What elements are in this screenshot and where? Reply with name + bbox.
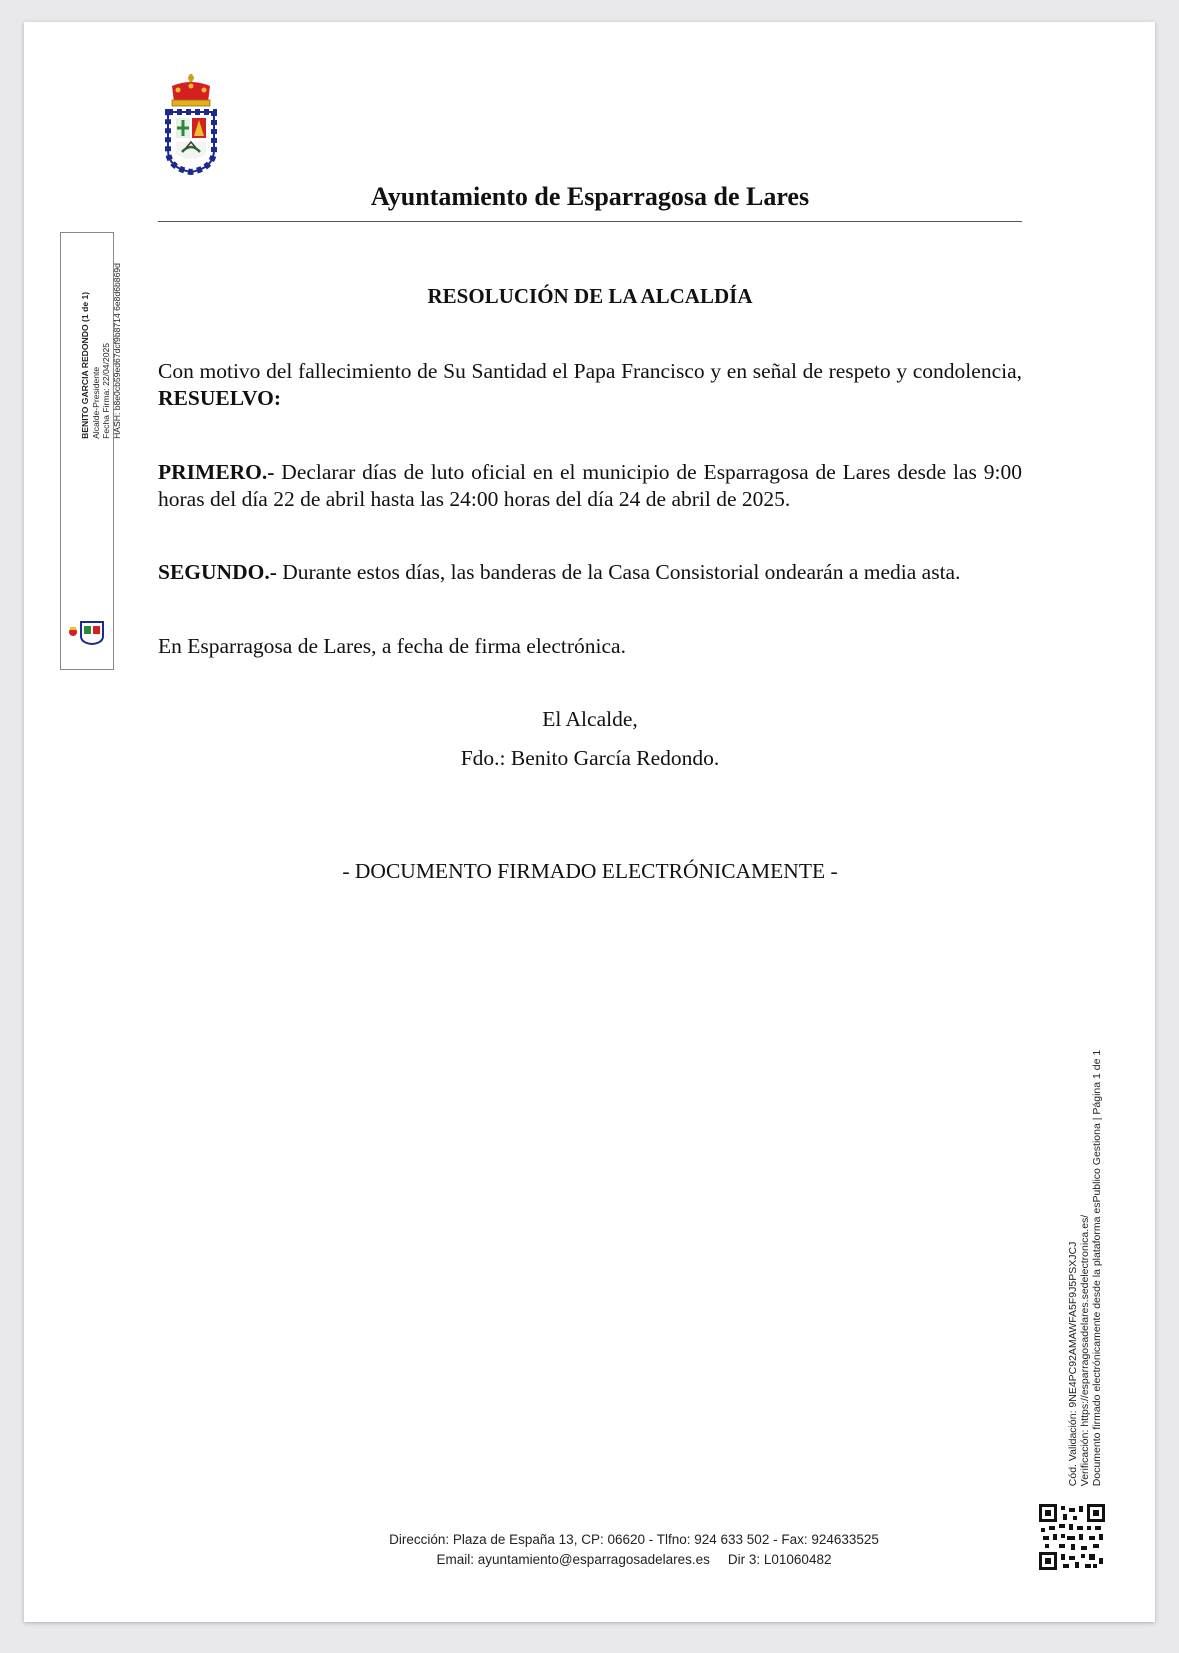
footer-address: Dirección: Plaza de España 13, CP: 06620 - Tlfno: 924 633 502 - Fax: 924633525	[389, 1532, 879, 1547]
signature-panel	[60, 232, 122, 670]
signoff-name: Fdo.: Benito García Redondo.	[460, 746, 720, 770]
footer-contact	[204, 1550, 1064, 1570]
signature-date: Fecha Firma: 22/04/2025	[101, 342, 111, 439]
segundo-paragraph: SEGUNDO.- Durante estos días, las banderas de la Casa Consistorial ondearán a media asta.	[158, 560, 961, 584]
footer-email[interactable]: Email: ayuntamiento@esparragosadelares.es	[436, 1552, 710, 1567]
municipality-title: Ayuntamiento de Esparragosa de Lares	[370, 182, 810, 211]
footer-dir3: Dir 3: L01060482	[727, 1552, 832, 1567]
intro-paragraph: Con motivo del fallecimiento de Su Santidad el Papa Francisco y en señal de respeto y condolencia, RESUELVO:	[158, 359, 1022, 410]
header-rule	[158, 221, 1022, 222]
platform-note: Documento firmado electrónicamente desde la plataforma esPublico Gestiona | Página 1 de 1	[1091, 1049, 1103, 1487]
document-page	[24, 22, 1155, 1622]
primero-paragraph: PRIMERO.- Declarar días de luto oficial en el municipio de Esparragosa de Lares desde las 9:00 horas del día 22 de abril hasta las 24:00 horas del día 24 de abril de 2025.	[158, 460, 1022, 511]
signoff-role: El Alcalde,	[542, 707, 638, 731]
electronic-signature-note: - DOCUMENTO FIRMADO ELECTRÓNICAMENTE -	[342, 859, 838, 883]
signature-hash: HASH: b8e0cb59ed67dcf9b8714 6e8d6b869d	[111, 263, 122, 439]
page-footer	[204, 1530, 1064, 1570]
validation-code: Cód. Validación: 9NE4PC92AMAWFA5F9J5PSXJCJ	[1067, 1241, 1079, 1487]
signer-role: Alcalde-Presidente	[90, 366, 101, 439]
verification-url[interactable]: Verificación: https://esparragosadelares.sedelectronica.es/	[1079, 1214, 1091, 1487]
place-date: En Esparragosa de Lares, a fecha de firma electrónica.	[158, 634, 626, 658]
signer-name: BENITO GARCIA REDONDO (1 de 1)	[80, 291, 90, 439]
coat-of-arms-icon	[160, 72, 222, 176]
resolution-title: RESOLUCIÓN DE LA ALCALDÍA	[427, 284, 753, 308]
small-coat-of-arms-icon	[67, 619, 107, 645]
